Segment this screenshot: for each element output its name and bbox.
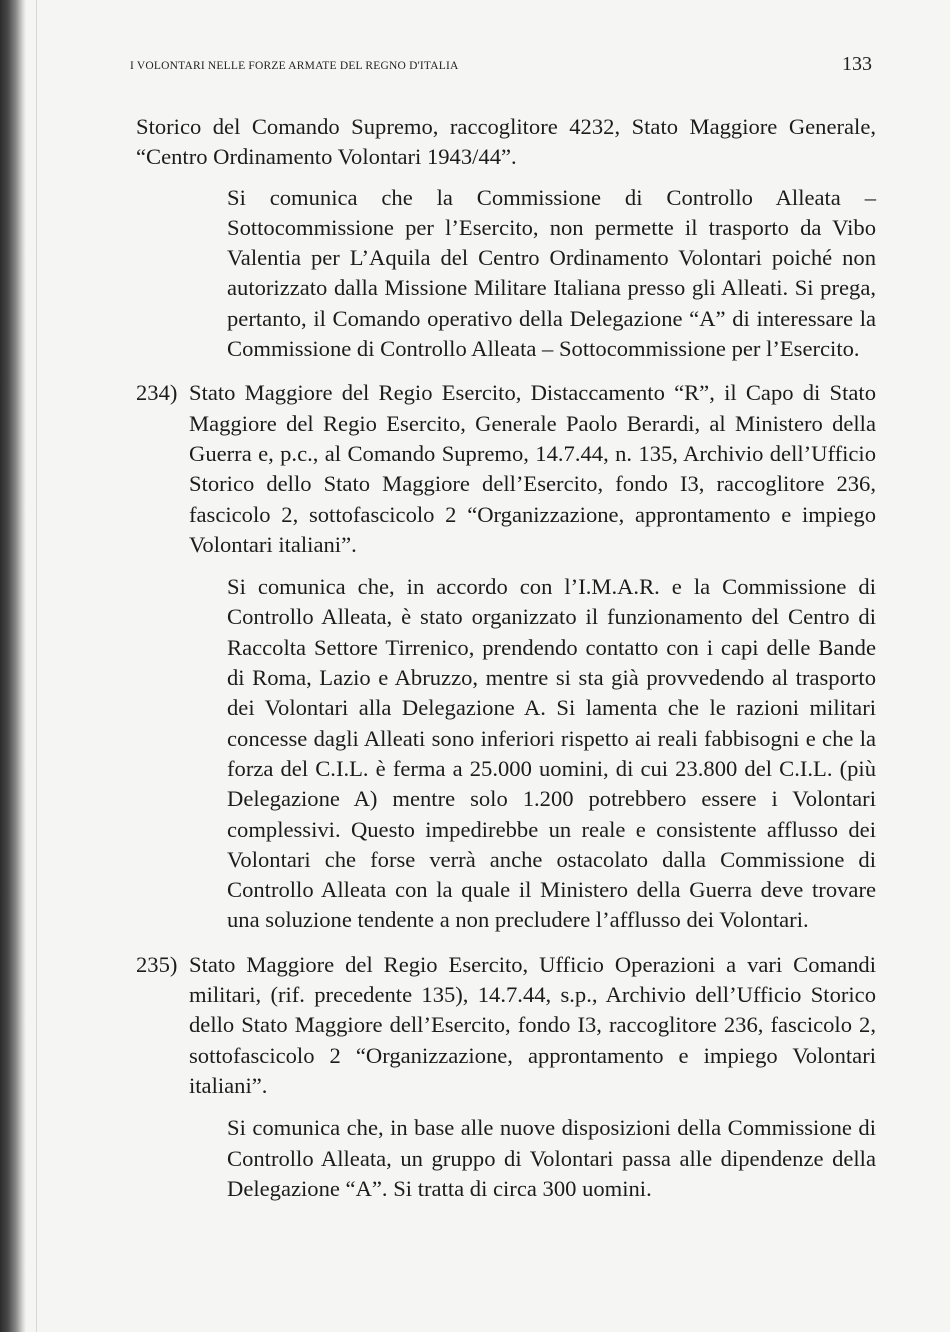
- page-body: [136, 112, 876, 1204]
- entry-234: [136, 378, 876, 560]
- entry-number: 234): [136, 380, 178, 406]
- binding-shadow: [0, 0, 26, 1332]
- entry-235: [136, 950, 876, 1101]
- page-number: 133: [842, 53, 872, 75]
- page-edge-line: [36, 0, 37, 1332]
- entry-citation: Stato Maggiore del Regio Esercito, Distaccamento “R”, il Capo di Stato Maggiore del Regio Esercito, Generale Paolo Berardi, al Ministero della Guerra e, p.c., al Comando Supremo, 14.7.44, n. 135, Archivio dell’Ufficio Storico dello Stato Maggiore dell’Esercito, fondo I3, raccoglitore 236, fascicolo 2, sottofascicolo 2 “Organizzazione, approntamento e impiego Volontari italiani”.: [189, 380, 876, 557]
- entry-citation: Stato Maggiore del Regio Esercito, Ufficio Operazioni a vari Comandi militari, (rif. precedente 135), 14.7.44, s.p., Archivio dell’Ufficio Storico dello Stato Maggiore dell’Esercito, fondo I3, raccoglitore 236, fascicolo 2, sottofascicolo 2 “Organizzazione, approntamento e impiego Volontari italiani”.: [189, 951, 876, 1098]
- continuation-citation: Storico del Comando Supremo, raccoglitore 4232, Stato Maggiore Generale, “Centro Ordinamento Volontari 1943/44”.: [136, 114, 876, 170]
- entry-summary: Si comunica che, in base alle nuove disposizioni della Commissione di Controllo Alleata, un gruppo di Volontari passa alle dipendenze della Delegazione “A”. Si tratta di circa 300 uomini.: [227, 1115, 876, 1201]
- entry-number: 235): [136, 951, 178, 977]
- entry-summary: Si comunica che, in accordo con l’I.M.A.R. e la Commissione di Controllo Alleata, è stato organizzato il funzionamento del Centro di Raccolta Settore Tirrenico, prendendo contatto con i capi delle Bande di Roma, Lazio e Abruzzo, mentre si sta già provvedendo al trasporto dei Volontari alla Delegazione A. Si lamenta che le razioni militari concesse dagli Alleati sono inferiori rispetto ai reali fabbisogni e che la forza del C.I.L. è ferma a 25.000 uomini, di cui 23.800 del C.I.L. (più Delegazione A) mentre solo 1.200 potrebbero essere i Volontari complessivi. Questo impedirebbe un reale e consistente afflusso dei Volontari che forse verrà anche ostacolato dalla Commissione di Controllo Alleata con la quale il Ministero della Guerra deve trovare una soluzione tendente a non precludere l’afflusso dei Volontari.: [227, 574, 876, 933]
- running-head: I VOLONTARI NELLE FORZE ARMATE DEL REGNO D'ITALIA: [130, 60, 459, 72]
- continuation-summary: Si comunica che la Commissione di Controllo Alleata – Sottocommissione per l’Esercito, non permette il trasporto da Vibo Valentia per L’Aquila del Centro Ordinamento Volontari poiché non autorizzato dalla Missione Militare Italiana presso gli Alleati. Si prega, pertanto, il Comando operativo della Delegazione “A” di interessare la Commissione di Controllo Alleata – Sottocommissione per l’Esercito.: [227, 184, 876, 362]
